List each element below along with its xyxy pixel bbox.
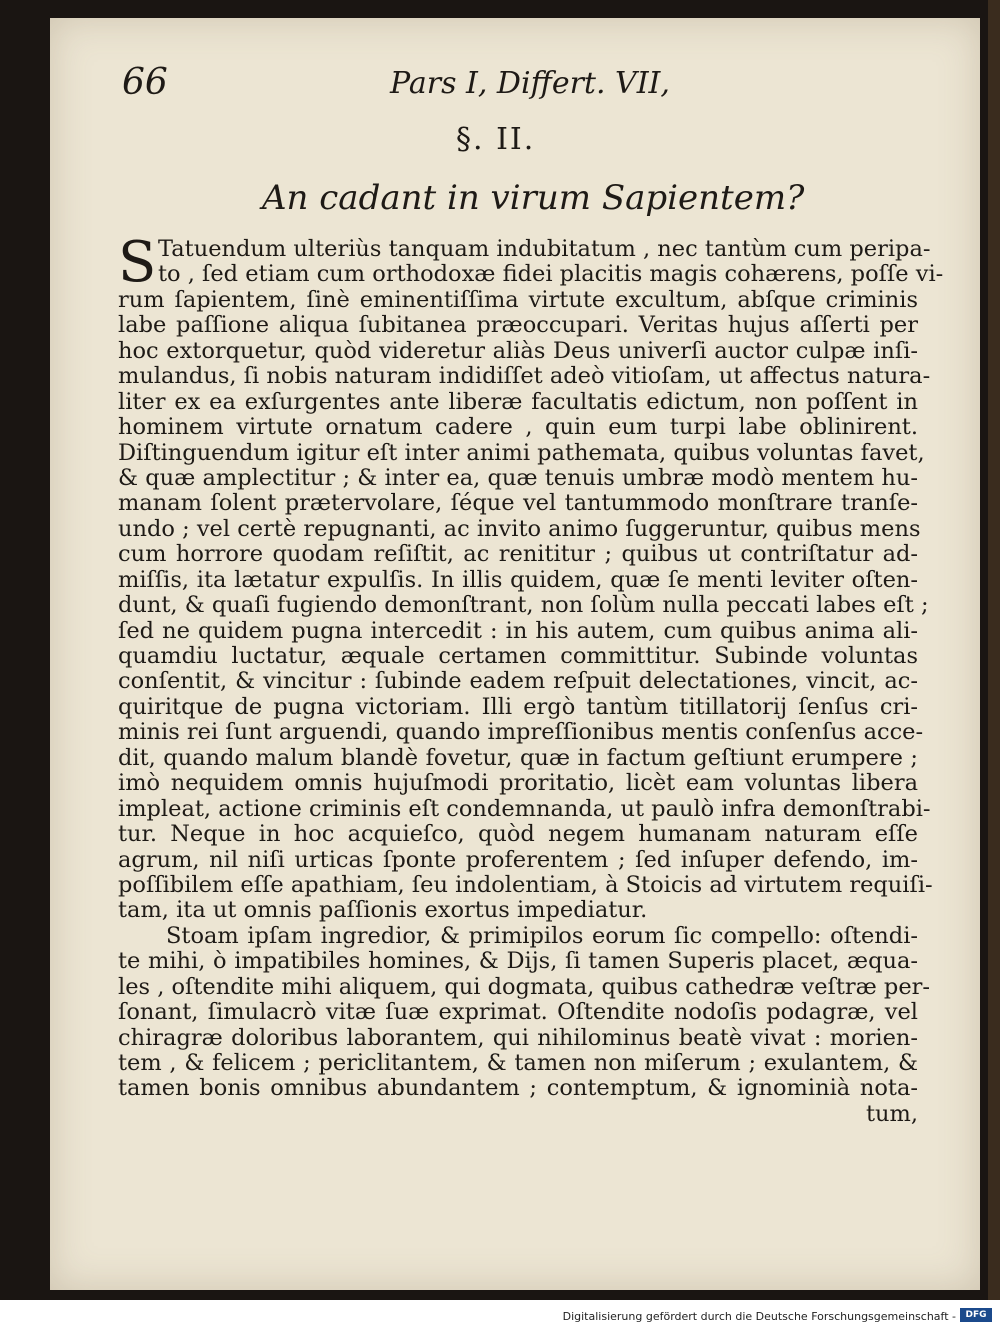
text-line: miſſis, ita lætatur expulſis. In illis quidem, quæ ſe menti leviter oſten- [118,566,918,593]
text-line: Diſtinguendum igitur eſt inter animi pathemata, quibus voluntas favet, [118,439,925,466]
dfg-logo: DFG [960,1308,992,1322]
text-line: quiritque de pugna victoriam. Illi ergò tantùm titillatorij ſenſus cri- [118,693,918,720]
text-line: liter ex ea exſurgentes ante liberæ facultatis edictum, non poſſent in [118,388,918,415]
text-line: poſſibilem eſſe apathiam, ſeu indolentiam, à Stoicis ad virtutem requiſi- [118,871,933,898]
body-text [118,230,944,1127]
text-line: te mihi, ò impatibiles homines, & Dijs, ſi tamen Superis placet, æqua- [118,948,918,975]
text-line: dit, quando malum blandè fovetur, quæ in factum geſtiunt erumpere ; [118,744,918,771]
text-line: rum ſapientem, ſinè eminentiſſima virtute excultum, abſque criminis [118,286,918,313]
text-line: impleat, actione criminis eſt condemnanda, ut paulò infra demonſtrabi- [118,795,931,822]
text-line: tam, ita ut omnis paſſionis exortus impediatur. [118,897,648,924]
text-line: labe paſſione aliqua ſubitanea præoccupari. Veritas hujus aſſerti per [118,312,918,339]
text-line: Stoam ipſam ingredior, & primipilos eorum ſic compello: oſtendi- [166,922,918,949]
text-line: conſentit, & vincitur : ſubinde eadem reſpuit delectationes, vincit, ac- [118,668,918,695]
text-line: chiragræ doloribus laborantem, qui nihilominus beatè vivat : morien- [118,1024,918,1051]
text-line: mulandus, ſi nobis naturam indidiſſet adeò vitioſam, ut affectus natura- [118,363,931,390]
running-head: Pars I, Differt. VII, [390,66,670,101]
text-line: hominem virtute ornatum cadere , quin eum turpi labe oblinirent. [118,414,918,441]
section-number: §. II. [456,122,536,157]
footer-bar [0,1300,1000,1331]
text-line: les , oſtendite mihi aliquem, qui dogmata, quibus cathedræ veſtræ per- [118,973,931,1000]
book-spine [988,0,1000,1300]
page-number: 66 [122,62,168,103]
text-line: tem , & felicem ; periclitantem, & tamen non miſerum ; exulantem, & [118,1050,918,1076]
text-line: & quæ amplectitur ; & inter ea, quæ tenuis umbræ modò mentem hu- [118,464,918,491]
text-line: dunt, & quaſi fugiendo demonſtrant, non ſolùm nulla peccati labes eſt ; [118,592,929,619]
text-line: undo ; vel certè repugnanti, ac invito animo ſuggeruntur, quibus mens [118,515,921,542]
text-line: hoc extorquetur, quòd videretur aliàs Deus univerſi auctor culpæ inſi- [118,337,918,364]
text-line: tur. Neque in hoc acquieſco, quòd negem humanam naturam eſſe [118,821,918,848]
text-line: quamdiu luctatur, æquale certamen committitur. Subinde voluntas [118,643,918,669]
text-line: tamen bonis omnibus abundantem ; contemptum, & ignominià nota- [118,1075,918,1102]
text-line: to , ſed etiam cum orthodoxæ fidei placitis magis cohærens, poſſe vi- [158,261,944,288]
text-line: tum, [865,1100,918,1127]
section-title: An cadant in virum Sapientem? [262,178,805,218]
text-line: agrum, nil niſi urticas ſponte proferentem ; ſed inſuper defendo, im- [118,846,918,873]
funding-credit: Digitalisierung gefördert durch die Deutsche Forschungsgemeinschaft - [562,1310,956,1323]
text-line: ſed ne quidem pugna intercedit : in his autem, cum quibus anima ali- [118,617,918,644]
text-line: minis rei ſunt arguendi, quando impreſſionibus mentis conſenſus acce- [118,719,924,746]
text-line: cum horrore quodam reſiſtit, ac renititur ; quibus ut contriſtatur ad- [118,541,918,568]
text-line: imò nequidem omnis hujuſmodi proritatio, licèt eam voluntas libera [118,770,918,797]
text-line: manam ſolent prætervolare, ſéque vel tantummodo monſtrare tranſe- [118,490,918,517]
text-line: Tatuendum ulteriùs tanquam indubitatum , nec tantùm cum peripa- [158,236,931,262]
text-line: ſonant, ſimulacrò vitæ ſuæ exprimat. Oſtendite nodoſis podagræ, vel [118,999,918,1026]
drop-cap: S [118,230,157,295]
